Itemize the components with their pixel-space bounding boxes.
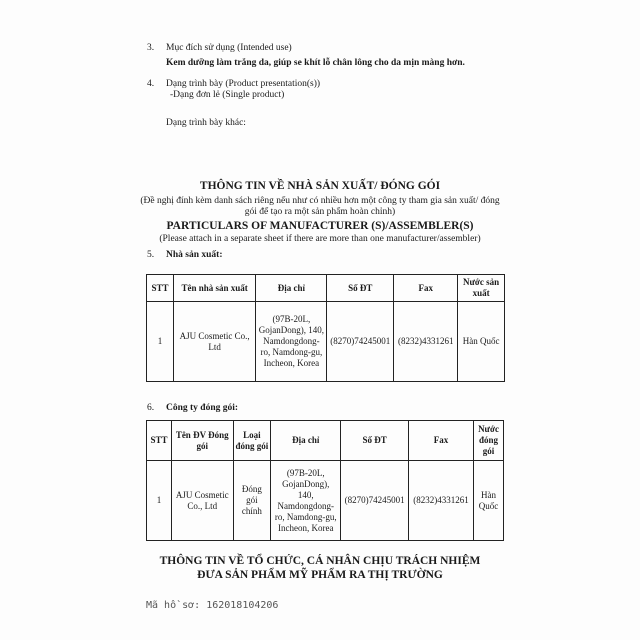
item3-value: Kem dưỡng làm trắng da, giúp se khít lỗ chân lông cho da mịn màng hơn. [166,58,465,68]
item5-number: 5. [147,250,155,260]
header-country: Nước đóng gói [474,421,504,461]
cell-fax: (8232)4331261 [394,302,458,382]
item4-other: Dạng trình bày khác: [166,118,246,128]
header-fax: Fax [394,275,458,302]
item4-value: -Dạng đơn lẻ (Single product) [170,90,285,100]
cell-phone: (8270)74245001 [341,461,409,541]
header-packager-name: Tên ĐV Đóng gói [171,421,233,461]
item6-number: 6. [147,403,155,413]
manufacturer-note-vi-1: (Đề nghị đính kèm danh sách riêng nếu như có nhiều hơn một công ty tham gia sản xuất/ đóng [140,196,500,206]
table-row [147,302,505,382]
manufacturer-title-en: PARTICULARS OF MANUFACTURER (S)/ASSEMBLER(S) [166,220,474,232]
header-phone: Số ĐT [341,421,409,461]
header-phone: Số ĐT [327,275,394,302]
cell-stt: 1 [147,461,172,541]
header-address: Địa chỉ [256,275,327,302]
header-manufacturer-name: Tên nhà sản xuất [173,275,255,302]
header-packaging-type: Loại đóng gói [233,421,271,461]
cell-manufacturer-name: AJU Cosmetic Co., Ltd [173,302,255,382]
manufacturer-note-vi-2: gói để tạo ra một sản phẩm hoàn chỉnh) [244,207,396,217]
cell-country: Hàn Quốc [474,461,504,541]
responsible-title-line1: THÔNG TIN VỀ TỔ CHỨC, CÁ NHÂN CHỊU TRÁCH NHIỆM [159,555,481,567]
cell-stt: 1 [147,302,174,382]
item6-label: Công ty đóng gói: [166,403,239,413]
header-address: Địa chỉ [271,421,341,461]
packager-table [146,420,504,541]
packager-table-header-row [147,421,504,461]
item4-label: Dạng trình bày (Product presentation(s)) [166,79,321,89]
record-code: Mã hồ sơ: 162018104206 [146,600,279,611]
item5-label: Nhà sản xuất: [166,250,223,260]
manufacturer-table-header-row [147,275,505,302]
cell-fax: (8232)4331261 [409,461,474,541]
item4-number: 4. [147,79,155,89]
manufacturer-note-en: (Please attach in a separate sheet if there are more than one manufacturer/assembler) [159,234,481,244]
header-stt: STT [147,275,174,302]
responsible-title-line2: ĐƯA SẢN PHẨM MỸ PHẨM RA THỊ TRƯỜNG [197,569,443,581]
cell-country: Hàn Quốc [458,302,505,382]
manufacturer-title-vi: THÔNG TIN VỀ NHÀ SẢN XUẤT/ ĐÓNG GÓI [199,180,441,192]
manufacturer-table [146,274,505,382]
header-country: Nước sản xuất [458,275,505,302]
header-fax: Fax [409,421,474,461]
cell-address: (97B-20L, GojanDong), 140, Namdongdong-ro, Namdong-gu, Incheon, Korea [271,461,341,541]
cell-address: (97B-20L, GojanDong), 140, Namdongdong-ro, Namdong-gu, Incheon, Korea [256,302,327,382]
item3-label: Mục đích sử dụng (Intended use) [166,43,292,53]
table-row [147,461,504,541]
header-stt: STT [147,421,172,461]
cell-packaging-type: Đóng gói chính [233,461,271,541]
cell-phone: (8270)74245001 [327,302,394,382]
cell-packager-name: AJU Cosmetic Co., Ltd [171,461,233,541]
item3-number: 3. [147,43,155,53]
